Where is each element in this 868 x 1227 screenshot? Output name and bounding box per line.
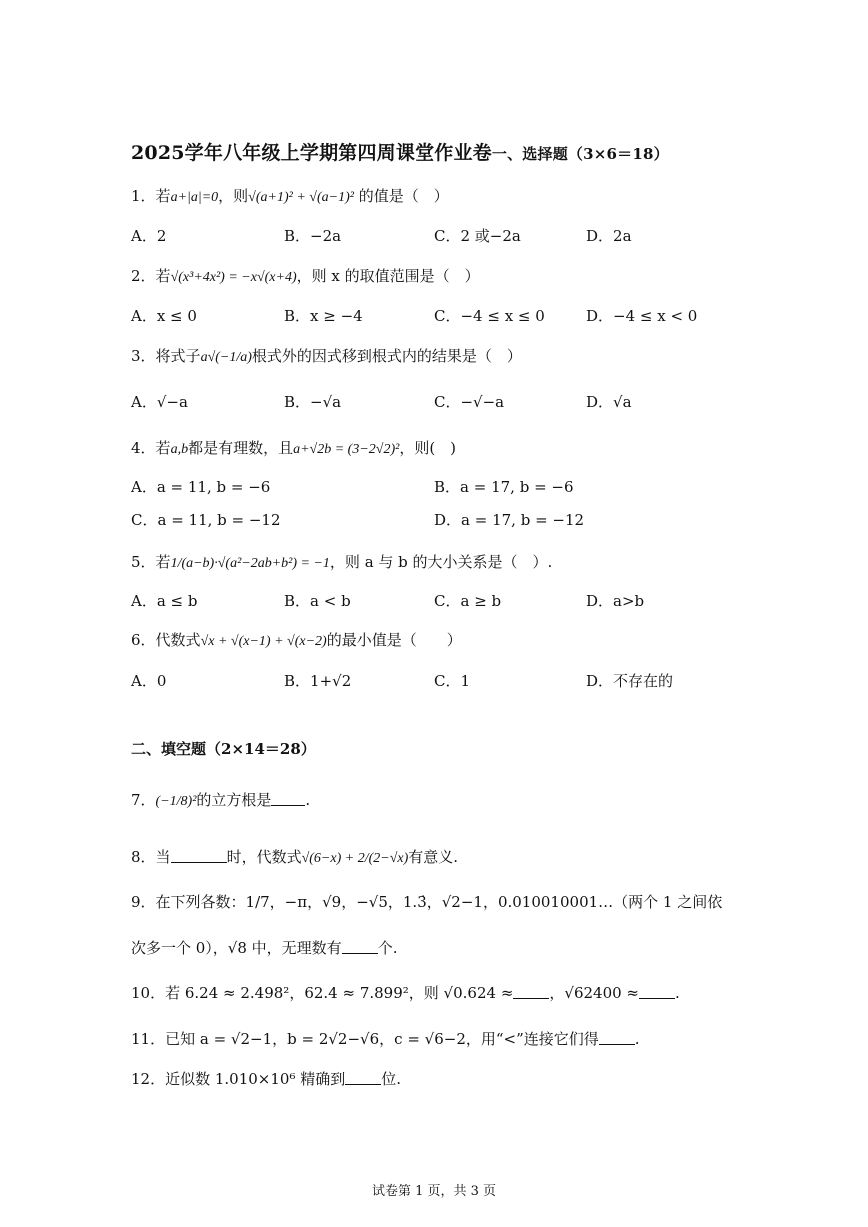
q2-option-b: B．x ≥ −4	[284, 307, 363, 325]
question-4: 4．若a,b都是有理数，且a+√2b = (3−2√2)²，则( )	[131, 439, 457, 457]
question-9-line-1: 9．在下列各数：1/7，−π，√9，−√5，1.3̇，√2−1，0.010010001…（两个 1 之间依	[131, 893, 723, 911]
answer-blank	[342, 939, 378, 954]
section1-heading: 一、选择题（3×6＝18）	[491, 145, 669, 163]
question-12: 12．近似数 1.010×10⁶ 精确到 位.	[131, 1070, 402, 1088]
answer-blank	[271, 791, 305, 806]
q1-option-a: A．2	[131, 227, 167, 245]
question-10: 10．若 6.24 ≈ 2.498²，62.4 ≈ 7.899²，则 √0.624 ≈ ，√62400 ≈ .	[131, 984, 680, 1002]
q4-option-d: D．a = 17, b = −12	[434, 511, 585, 529]
q2-option-d: D．−4 ≤ x < 0	[586, 307, 698, 325]
q5-option-c: C．a ≥ b	[434, 592, 502, 610]
q1-option-c: C．2 或−2a	[434, 227, 521, 245]
question-8: 8．当 时，代数式√(6−x) + 2/(2−√x)有意义.	[131, 848, 459, 866]
q4-option-a: A．a = 11, b = −6	[131, 478, 271, 496]
answer-blank	[639, 984, 675, 999]
question-11: 11．已知 a = √2−1，b = 2√2−√6，c = √6−2，用“<”连接它们得 .	[131, 1030, 640, 1048]
q1-option-b: B．−2a	[284, 227, 342, 245]
q2-option-c: C．−4 ≤ x ≤ 0	[434, 307, 545, 325]
q1-option-d: D．2a	[586, 227, 632, 245]
q3-option-b: B．−√a	[284, 393, 342, 411]
q5-option-a: A．a ≤ b	[131, 592, 198, 610]
section2-heading: 二、填空题（2×14＝28）	[131, 740, 316, 758]
question-2: 2．若√(x³+4x²) = −x√(x+4)，则 x 的取值范围是（ ）	[131, 267, 480, 285]
q5-option-b: B．a < b	[284, 592, 351, 610]
answer-blank	[599, 1030, 635, 1045]
q2-option-a: A．x ≤ 0	[131, 307, 197, 325]
q6-option-d: D．不存在的	[586, 672, 674, 690]
q6-option-a: A．0	[131, 672, 167, 690]
q6-option-b: B．1+√2	[284, 672, 352, 690]
q3-option-d: D．√a	[586, 393, 632, 411]
q3-option-a: A．√−a	[131, 393, 188, 411]
question-6: 6．代数式√x + √(x−1) + √(x−2)的最小值是（ ）	[131, 631, 462, 649]
question-7: 7．(−1/8)²的立方根是 .	[131, 791, 311, 809]
q4-option-b: B．a = 17, b = −6	[434, 478, 574, 496]
q5-option-d: D．a>b	[586, 592, 645, 610]
exam-title	[131, 138, 669, 165]
q6-option-c: C．1	[434, 672, 471, 690]
title-main: 2025学年八年级上学期第四周课堂作业卷	[131, 142, 492, 164]
answer-blank	[171, 848, 227, 863]
page-footer: 试卷第 1 页，共 3 页	[371, 1184, 497, 1199]
question-1: 1．若a+|a|=0，则√(a+1)² + √(a−1)² 的值是（ ）	[131, 187, 449, 205]
question-9-line-2: 次多一个 0），√8 中，无理数有 个.	[131, 939, 398, 957]
answer-blank	[513, 984, 549, 999]
question-5: 5．若1/(a−b)·√(a²−2ab+b²) = −1，则 a 与 b 的大小关系是（ ）.	[131, 553, 553, 571]
question-3: 3．将式子a√(−1/a)根式外的因式移到根式内的结果是（ ）	[131, 347, 522, 365]
q3-option-c: C．−√−a	[434, 393, 505, 411]
q4-option-c: C．a = 11, b = −12	[131, 511, 281, 529]
answer-blank	[345, 1070, 381, 1085]
